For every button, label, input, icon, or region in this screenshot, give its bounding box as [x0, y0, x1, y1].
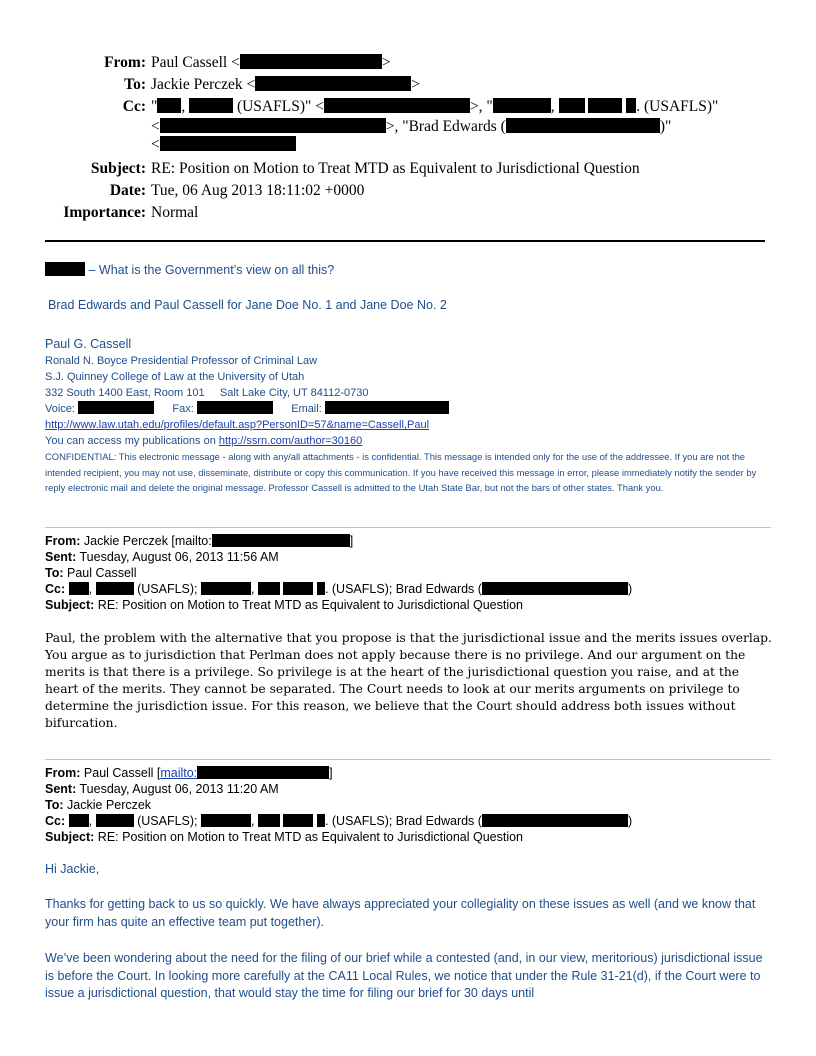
- signature-block: [45, 335, 775, 496]
- redaction-box: [258, 814, 280, 827]
- redaction-box: [255, 76, 411, 91]
- signature-contact: Voice: Fax: Email:: [45, 401, 775, 417]
- cc-label: Cc:: [45, 582, 66, 596]
- redaction-box: [559, 98, 585, 113]
- redaction-box: [493, 98, 551, 113]
- redaction-box: [96, 814, 134, 827]
- publications-line: You can access my publications on http://ssrn.com/author=30160: [45, 435, 363, 447]
- subject-value: RE: Position on Motion to Treat MTD as Equivalent to Jurisdictional Question: [151, 160, 640, 177]
- redaction-box: [283, 582, 313, 595]
- email-header: [40, 52, 780, 224]
- sent-label: Sent:: [45, 550, 77, 564]
- header-date-row: [40, 180, 780, 202]
- header-divider: [45, 240, 765, 242]
- subject-label: Subject:: [45, 598, 95, 612]
- redaction-box: [78, 401, 154, 414]
- redaction-box: [317, 814, 325, 827]
- message-3-paragraph-2: We’ve been wondering about the need for the filing of our brief while a contested (and, in our view, meritorious) jurisdictional issue is before the Court. In looking more carefully at the CA11 Local Rules, we notice that under the Rule 31-21(d), if the Court were to issue a jurisdictional question, that would stay the time for filing our brief for 30 days until: [45, 951, 763, 1000]
- redaction-box: [69, 582, 89, 595]
- to-label: To:: [124, 76, 146, 93]
- publications-link[interactable]: http://ssrn.com/author=30160: [218, 435, 363, 447]
- redaction-box: [258, 582, 280, 595]
- date-label: Date:: [109, 182, 146, 199]
- importance-value: Normal: [151, 204, 199, 221]
- to-label: To:: [45, 566, 64, 580]
- to-tail: >: [411, 76, 421, 93]
- message-3-greeting: Hi Jackie,: [45, 862, 100, 876]
- to-value: Jackie Perczek <: [151, 76, 256, 93]
- redaction-box: [96, 582, 134, 595]
- header-subject-row: [40, 158, 780, 180]
- redaction-box: [482, 582, 628, 595]
- subject-value: RE: Position on Motion to Treat MTD as Equivalent to Jurisdictional Question: [97, 598, 523, 612]
- cc-line-1: " , (USAFLS)" < >, " , . (USAFLS)": [151, 98, 719, 115]
- redaction-box: [325, 401, 449, 414]
- from-label: From:: [45, 766, 81, 780]
- redaction-box: [157, 98, 181, 113]
- message-separator: [45, 759, 771, 760]
- quoted-header-2: From: Jackie Perczek [mailto: ] Sent: Tuesday, August 06, 2013 11:56 AM To: Paul Cassell Cc: , (USAFLS); , . (USAFLS); Brad Edwards ( ) Subject: RE: Position on Motion to Treat MTD as Equivalent to Jurisdictional Question: [45, 534, 633, 612]
- cc-label: Cc:: [122, 98, 146, 115]
- redaction-box: [317, 582, 325, 595]
- reply-line-1: – What is the Government’s view on all this?: [45, 262, 334, 277]
- redaction-box: [201, 814, 251, 827]
- from-label: From:: [45, 534, 81, 548]
- redaction-box: [324, 98, 470, 113]
- header-importance-row: [40, 202, 780, 224]
- signature-name: Paul G. Cassell: [45, 337, 132, 351]
- sent-value: Tuesday, August 06, 2013 11:56 AM: [79, 550, 279, 564]
- signature-address: 332 South 1400 East, Room 101 Salt Lake City, UT 84112-0730: [45, 387, 369, 399]
- quoted-header-3: From: Paul Cassell [mailto: ] Sent: Tuesday, August 06, 2013 11:20 AM To: Jackie Perczek Cc: , (USAFLS); , . (USAFLS); Brad Edwards ( ) Subject: RE: Position on Motion to Treat MTD as Equivalent to Jurisdictional Question: [45, 766, 633, 844]
- redaction-box: [160, 136, 296, 151]
- confidentiality-notice: CONFIDENTIAL: This electronic message - along with any/all attachments - is confidential. This message is intended only for the use of the addressee. If you are not the intended recipient, you may not use, disseminate, distribute or copy this communication. If you have received this message in error, please immediately notify the sender by reply electronic mail and delete the original message. Professor Cassell is admitted to the Utah State Bar, but not the bars of other states. Thank you.: [45, 451, 757, 493]
- header-to-row: [40, 74, 780, 96]
- header-from-row: [40, 52, 780, 74]
- redaction-box: [201, 582, 251, 595]
- redaction-box: [626, 98, 636, 113]
- message-3-paragraph-1: Thanks for getting back to us so quickly. We have always appreciated your collegiality on these issues as well (and we know that your firm has quite an effective team put together).: [45, 897, 756, 929]
- header-cc-row: [40, 96, 780, 154]
- cc-line-2: < >, "Brad Edwards ( )": [151, 118, 672, 135]
- redaction-box: [212, 534, 350, 547]
- profile-link[interactable]: http://www.law.utah.edu/profiles/default.asp?PersonID=57&name=Cassell,Paul: [45, 419, 430, 431]
- subject-label: Subject:: [90, 160, 146, 177]
- redaction-box: [69, 814, 89, 827]
- date-value: Tue, 06 Aug 2013 18:11:02 +0000: [151, 182, 365, 199]
- redaction-box: [240, 54, 382, 69]
- redaction-box: [160, 118, 386, 133]
- to-label: To:: [45, 798, 64, 812]
- redaction-box: [283, 814, 313, 827]
- subject-label: Subject:: [45, 830, 95, 844]
- redaction-box: [588, 98, 622, 113]
- to-value: Paul Cassell: [67, 566, 137, 580]
- signature-title: Ronald N. Boyce Presidential Professor of Criminal Law: [45, 355, 318, 367]
- redaction-box: [506, 118, 660, 133]
- mailto-link[interactable]: mailto:: [160, 766, 198, 780]
- reply-line-2: Brad Edwards and Paul Cassell for Jane Doe No. 1 and Jane Doe No. 2: [48, 298, 447, 312]
- redaction-box: [45, 262, 85, 276]
- signature-school: S.J. Quinney College of Law at the University of Utah: [45, 371, 305, 383]
- importance-label: Importance:: [63, 204, 146, 221]
- to-value: Jackie Perczek: [67, 798, 152, 812]
- message-2-body: Paul, the problem with the alternative that you propose is that the jurisdictional issue and the merits issues overlap. You argue as to jurisdiction that Perlman does not apply because there is no privilege. And our argument on the merits is that there is a privilege. So privilege is at the heart of the jurisdictional question you raise, and at the heart of the merits. They cannot be separated. The Court needs to look at our merits arguments on privilege to determine the jurisdiction issue. For this reason, we believe that the Court should address both issues without bifurcation.: [45, 631, 772, 730]
- cc-label: Cc:: [45, 814, 66, 828]
- redaction-box: [197, 766, 329, 779]
- redaction-box: [482, 814, 628, 827]
- message-separator: [45, 527, 771, 528]
- from-tail: >: [381, 54, 391, 71]
- cc-line-3: <: [151, 136, 780, 154]
- redaction-box: [189, 98, 233, 113]
- from-label: From:: [104, 54, 146, 71]
- subject-value: RE: Position on Motion to Treat MTD as Equivalent to Jurisdictional Question: [97, 830, 523, 844]
- from-value: Paul Cassell <: [151, 54, 240, 71]
- sent-value: Tuesday, August 06, 2013 11:20 AM: [79, 782, 279, 796]
- sent-label: Sent:: [45, 782, 77, 796]
- redaction-box: [197, 401, 273, 414]
